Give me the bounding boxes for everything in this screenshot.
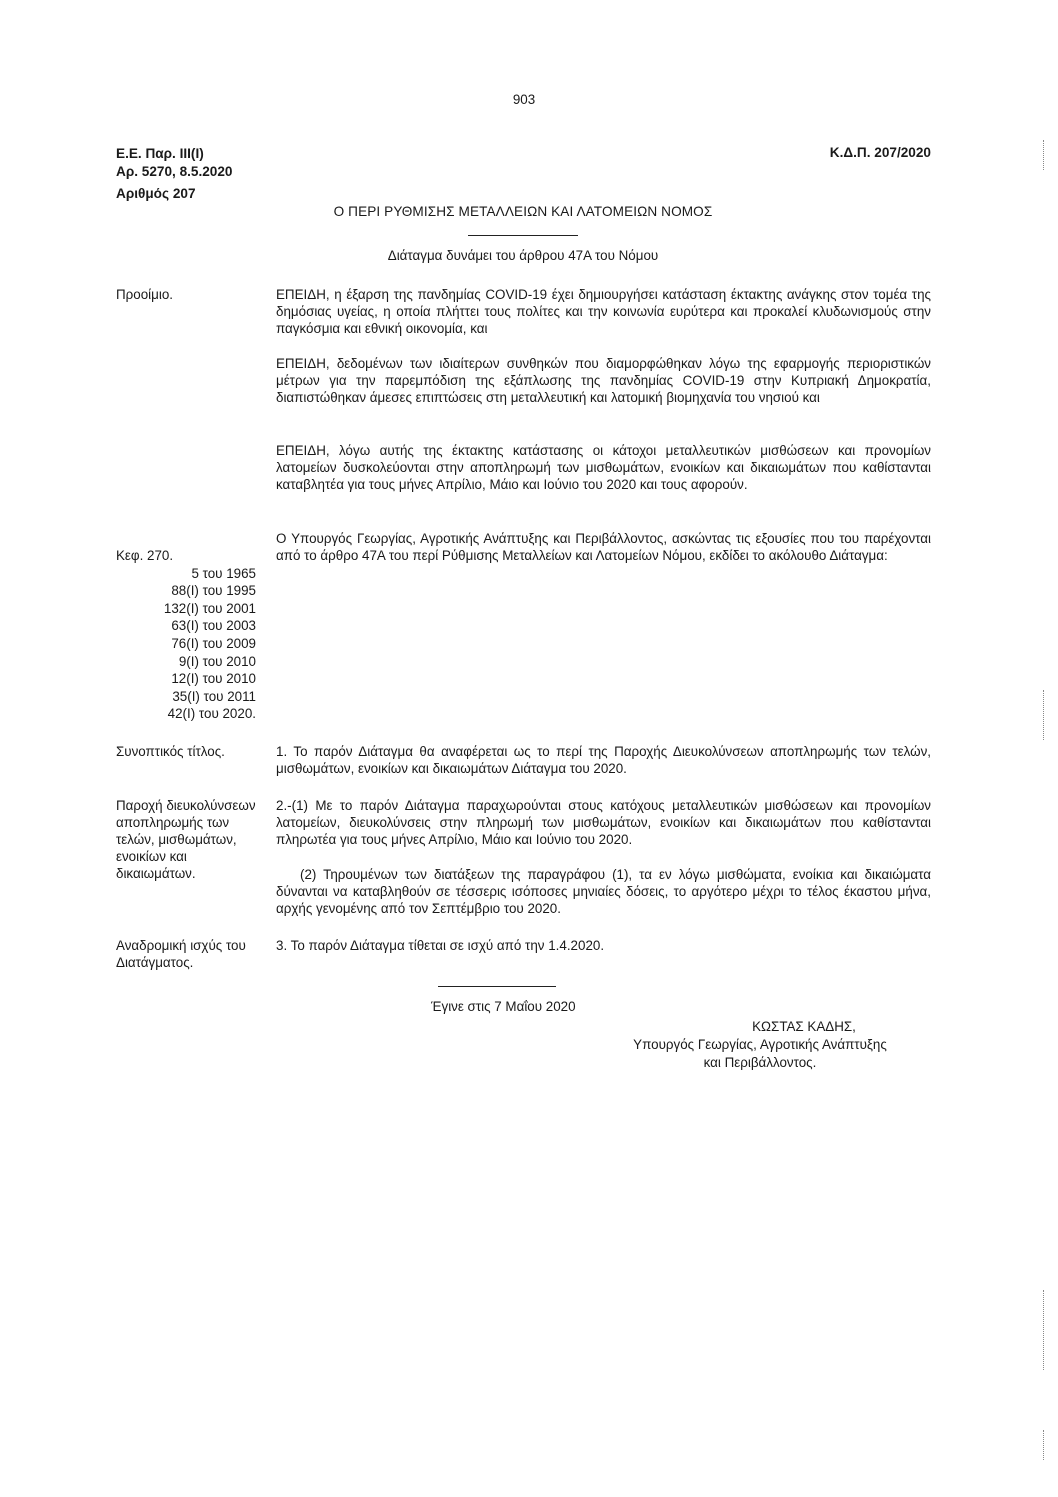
law-reference: 132(Ι) του 2001 [163,600,256,616]
section-2-paragraph-2: (2) Τηρουμένων των διατάξεων της παραγράφου (1), τα εν λόγω μισθώματα, ενοίκια και δικαιώματα δύνανται να καταβληθούν σε τέσσερις ισόποσες μηνιαίες δόσεις, το αργότερο μέχρι το τέλος έκαστου μήνα, αρχής γενομένης από τον Σεπτέμβριο του 2020. [276,867,931,916]
preamble-paragraph-3: ΕΠΕΙΔΗ, λόγω αυτής της έκτακτης κατάστασης οι κάτοχοι μεταλλευτικών μισθώσεων και προνομίων λατομείων δυσκολεύονται στην αποπληρωμή των μισθωμάτων, ενοικίων και δικαιωμάτων που καθίστανται καταβλητέα για τους μήνες Απρίλιο, Μάιο και Ιούνιο του 2020 και τους αφορούν. [276,443,931,492]
scan-edge-mark [1043,1430,1047,1460]
section-3-text: 3. Το παρόν Διάταγμα τίθεται σε ισχύ από την 1.4.2020. [276,938,605,953]
section-1-text: 1. Το παρόν Διάταγμα θα αναφέρεται ως το περί της Παροχής Διευκολύνσεων αποπληρωμής των τελών, μισθωμάτων, ενοικίων και δικαιωμάτων Διάταγμα του 2020. [276,744,931,776]
scan-edge-mark [1043,690,1047,740]
scan-edge-mark [1043,140,1047,170]
law-title: Ο ΠΕΡΙ ΡΥΘΜΙΣΗΣ ΜΕΤΑΛΛΕΙΩΝ ΚΑΙ ΛΑΤΟΜΕΙΩΝ ΝΟΜΟΣ [333,204,713,219]
title-divider [468,235,578,236]
law-reference: 5 του 1965 [191,565,256,581]
kdp-number: Κ.Δ.Π. 207/2020 [829,145,931,160]
gazette-line-2: Αρ. 5270, 8.5.2020 [116,164,233,179]
signer-title-line-2: και Περιβάλλοντος. [703,1055,817,1070]
preamble-paragraph-4: Ο Υπουργός Γεωργίας, Αγροτικής Ανάπτυξης και Περιβάλλοντος, ασκώντας τις εξουσίες που του παρέχονται από το άρθρο 47Α του περί Ρύθμισης Μεταλλείων και Λατομείων Νόμου, εκδίδει το ακόλουθο Διάταγμα: [276,531,931,563]
law-reference: 35(Ι) του 2011 [172,688,256,704]
law-reference: 42(Ι) του 2020. [167,706,256,722]
decree-subtitle: Διάταγμα δυνάμει του άρθρου 47Α του Νόμου [387,248,659,263]
preamble-label: Προοίμιο. [116,287,174,302]
section-1-label: Συνοπτικός τίτλος. [116,744,225,759]
law-reference: 9(Ι) του 2010 [178,653,256,669]
gazette-line-1: Ε.Ε. Παρ. ΙΙΙ(Ι) [116,146,204,161]
date-line: Έγινε στις 7 Μαΐου 2020 [431,999,576,1014]
law-references [116,547,256,723]
gazette-reference [116,145,233,181]
law-reference: 12(Ι) του 2010 [171,671,256,687]
law-reference: 88(Ι) του 1995 [171,583,256,599]
section-2-paragraph-1: 2.-(1) Με το παρόν Διάταγμα παραχωρούνται στους κατόχους μεταλλευτικών μισθώσεων και προνομίων λατομείων, διευκολύνσεις στην πληρωμή των μισθωμάτων, ενοικίων και δικαιωμάτων που καθίστανται πληρωτέα για τους μήνες Απρίλιο, Μάιο και Ιούνιο του 2020. [276,798,931,847]
preamble-paragraph-1: ΕΠΕΙΔΗ, η έξαρση της πανδημίας COVID-19 έχει δημιουργήσει κατάσταση έκτακτης ανάγκης στον τομέα της δημόσιας υγείας, η οποία πλήττει τους πολίτες και την κοινωνία ευρύτερα και προκαλεί κλυδωνισμούς στην παγκόσμια και εθνική οικονομία, και [276,287,931,336]
section-3-label: Αναδρομική ισχύς του Διατάγματος. [116,938,246,970]
section-2-label: Παροχή διευκολύνσεων αποπληρωμής των τελών, μισθωμάτων, ενοικίων και δικαιωμάτων. [116,798,256,881]
preamble-paragraph-2: ΕΠΕΙΔΗ, δεδομένων των ιδιαίτερων συνθηκών που διαμορφώθηκαν λόγω της εφαρμογής περιοριστικών μέτρων για την παρεμπόδιση της εξάπλωσης της πανδημίας COVID-19 στην Κυπριακή Δημοκρατία, διαπιστώθηκαν άμεσες επιπτώσεις στη μεταλλευτική και λατομική βιομηχανία του νησιού και [276,356,931,405]
signer-title-line-1: Υπουργός Γεωργίας, Αγροτικής Ανάπτυξης [633,1037,887,1052]
law-reference-chapter: Κεφ. 270. [116,548,174,563]
closing-divider [438,986,556,987]
law-reference: 63(Ι) του 2003 [171,618,256,634]
decree-number: Αριθμός 207 [116,186,196,201]
scan-edge-mark [1043,1290,1047,1370]
signer-name: ΚΩΣΤΑΣ ΚΑΔΗΣ, [752,1019,856,1034]
page-number: 903 [512,92,536,107]
law-reference: 76(Ι) του 2009 [171,635,256,651]
signature-block [560,1018,960,1072]
